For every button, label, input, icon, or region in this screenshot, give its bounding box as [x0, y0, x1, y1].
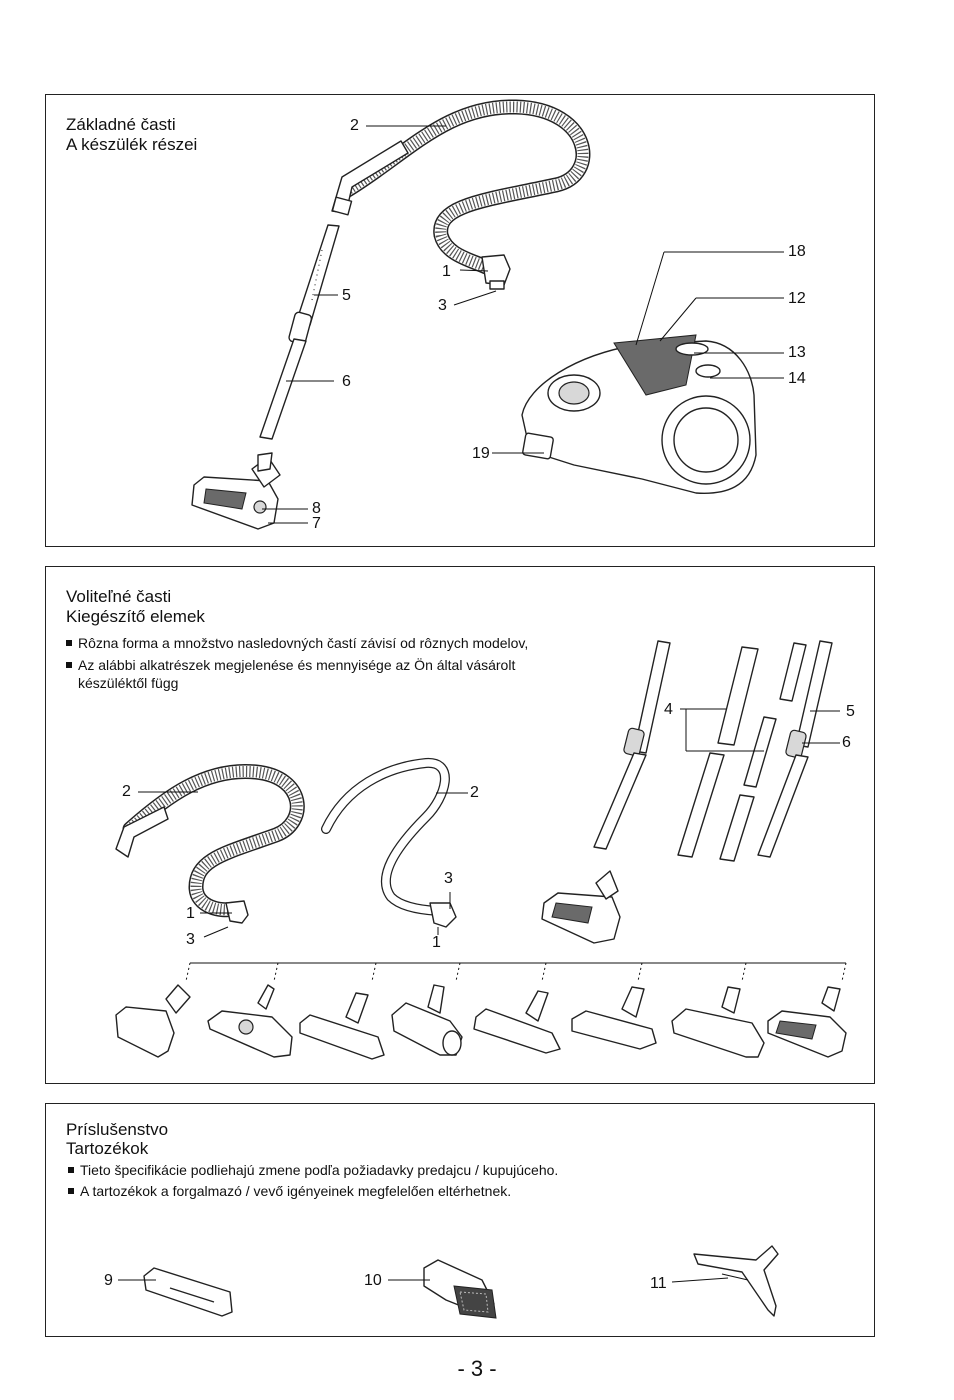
telescopic-tube-lower [260, 339, 306, 439]
panel-basic-parts [45, 94, 875, 547]
label-8: 8 [312, 500, 321, 517]
tube-piece [718, 647, 758, 745]
label-6: 6 [342, 373, 351, 390]
label-2: 2 [470, 784, 479, 801]
label-1: 1 [186, 905, 195, 922]
upholstery-tool [694, 1246, 778, 1316]
label-18: 18 [788, 243, 806, 260]
panel-accessories [45, 1103, 875, 1337]
label-1: 1 [442, 263, 451, 280]
page-number: - 3 - [457, 1356, 497, 1381]
label-4: 4 [664, 701, 673, 718]
bullet-icon [66, 640, 72, 646]
section-title-sk: Základné časti [66, 115, 176, 134]
label-3: 3 [438, 297, 447, 314]
label-12: 12 [788, 290, 806, 307]
section-title-hu: A készülék részei [66, 135, 198, 154]
section-title-hu: Tartozékok [66, 1139, 149, 1158]
crevice-tool [144, 1268, 232, 1316]
label-2: 2 [122, 783, 131, 800]
panel-optional-parts [45, 566, 875, 1084]
bullet-hu-continuation: készüléktől függ [78, 675, 179, 691]
bullet-hu: Az alábbi alkatrészek megjelenése és mennyisége az Ön által vásárolt [66, 656, 515, 674]
section-title-hu: Kiegészítő elemek [66, 607, 205, 626]
label-1: 1 [432, 934, 441, 951]
label-10: 10 [364, 1272, 382, 1289]
label-7: 7 [312, 515, 321, 532]
basic-parts-illustration [46, 95, 874, 546]
label-6: 6 [842, 734, 851, 751]
bullet-icon [66, 662, 72, 668]
bullet-icon [68, 1188, 74, 1194]
bullet-sk: Tieto špecifikácie podliehajú zmene podľa požiadavky predajcu / kupujúceho. [68, 1161, 558, 1179]
nozzle-row [116, 985, 846, 1059]
bullet-icon [68, 1167, 74, 1173]
label-11: 11 [650, 1275, 667, 1292]
label-13: 13 [788, 344, 806, 361]
label-3: 3 [444, 870, 453, 887]
label-19: 19 [472, 445, 490, 462]
accessories-illustration [46, 1104, 874, 1336]
label-5: 5 [342, 287, 351, 304]
label-5: 5 [846, 703, 855, 720]
label-9: 9 [104, 1272, 113, 1289]
label-2: 2 [350, 117, 359, 134]
bullet-hu: A tartozékok a forgalmazó / vevő igényeinek megfelelően eltérhetnek. [68, 1182, 511, 1200]
label-3: 3 [186, 931, 195, 948]
bullet-sk: Rôzna forma a množstvo nasledovných častí závisí od rôznych modelov, [66, 634, 528, 652]
section-title-sk: Príslušenstvo [66, 1120, 169, 1139]
section-title-sk: Voliteľné časti [66, 587, 172, 606]
label-14: 14 [788, 370, 806, 387]
